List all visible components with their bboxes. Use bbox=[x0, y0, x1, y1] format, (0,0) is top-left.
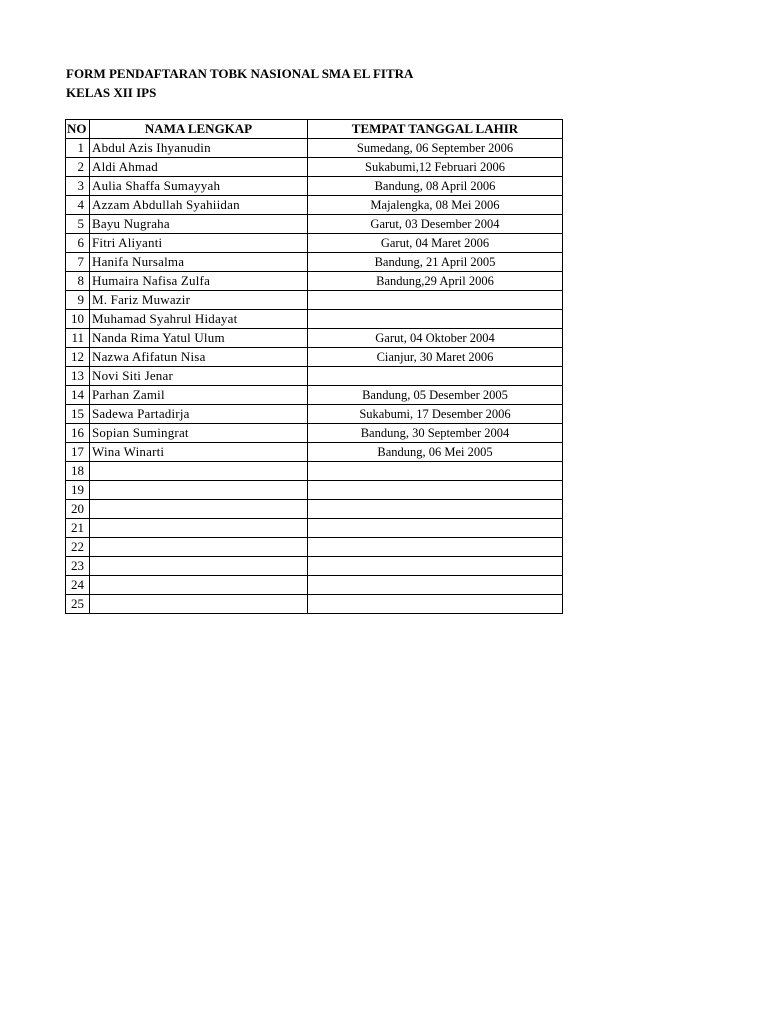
student-name bbox=[90, 595, 308, 614]
table-row bbox=[66, 386, 563, 405]
table-row bbox=[66, 234, 563, 253]
table-row bbox=[66, 272, 563, 291]
student-name: Novi Siti Jenar bbox=[90, 367, 308, 386]
birth-place-date: Sumedang, 06 September 2006 bbox=[308, 139, 563, 158]
row-number: 21 bbox=[66, 519, 90, 538]
table-row bbox=[66, 576, 563, 595]
birth-place-date: Bandung, 21 April 2005 bbox=[308, 253, 563, 272]
birth-place-date: Garut, 04 Oktober 2004 bbox=[308, 329, 563, 348]
birth-place-date: Bandung,29 April 2006 bbox=[308, 272, 563, 291]
row-number: 25 bbox=[66, 595, 90, 614]
birth-place-date: Sukabumi, 17 Desember 2006 bbox=[308, 405, 563, 424]
row-number: 13 bbox=[66, 367, 90, 386]
student-name bbox=[90, 462, 308, 481]
student-name: Nazwa Afifatun Nisa bbox=[90, 348, 308, 367]
table-row bbox=[66, 595, 563, 614]
registration-table bbox=[65, 119, 563, 614]
row-number: 12 bbox=[66, 348, 90, 367]
table-row bbox=[66, 557, 563, 576]
row-number: 14 bbox=[66, 386, 90, 405]
row-number: 20 bbox=[66, 500, 90, 519]
row-number: 10 bbox=[66, 310, 90, 329]
student-name bbox=[90, 500, 308, 519]
table-body bbox=[66, 139, 563, 614]
birth-place-date: Majalengka, 08 Mei 2006 bbox=[308, 196, 563, 215]
birth-place-date bbox=[308, 462, 563, 481]
student-name: Parhan Zamil bbox=[90, 386, 308, 405]
table-row bbox=[66, 215, 563, 234]
header-no: NO bbox=[66, 120, 90, 139]
student-name bbox=[90, 576, 308, 595]
row-number: 5 bbox=[66, 215, 90, 234]
class-subtitle: KELAS XII IPS bbox=[66, 85, 157, 100]
birth-place-date bbox=[308, 576, 563, 595]
table-row bbox=[66, 158, 563, 177]
birth-place-date bbox=[308, 595, 563, 614]
table-row bbox=[66, 405, 563, 424]
row-number: 9 bbox=[66, 291, 90, 310]
header-name: NAMA LENGKAP bbox=[90, 120, 308, 139]
row-number: 19 bbox=[66, 481, 90, 500]
row-number: 6 bbox=[66, 234, 90, 253]
student-name bbox=[90, 481, 308, 500]
row-number: 23 bbox=[66, 557, 90, 576]
row-number: 17 bbox=[66, 443, 90, 462]
table-row bbox=[66, 424, 563, 443]
birth-place-date: Garut, 04 Maret 2006 bbox=[308, 234, 563, 253]
table-row bbox=[66, 443, 563, 462]
row-number: 11 bbox=[66, 329, 90, 348]
birth-place-date: Bandung, 08 April 2006 bbox=[308, 177, 563, 196]
student-name: M. Fariz Muwazir bbox=[90, 291, 308, 310]
row-number: 18 bbox=[66, 462, 90, 481]
table-row bbox=[66, 481, 563, 500]
birth-place-date bbox=[308, 481, 563, 500]
table-row bbox=[66, 500, 563, 519]
student-name: Sadewa Partadirja bbox=[90, 405, 308, 424]
row-number: 22 bbox=[66, 538, 90, 557]
student-name: Muhamad Syahrul Hidayat bbox=[90, 310, 308, 329]
row-number: 8 bbox=[66, 272, 90, 291]
student-name bbox=[90, 538, 308, 557]
birth-place-date: Garut, 03 Desember 2004 bbox=[308, 215, 563, 234]
student-name: Wina Winarti bbox=[90, 443, 308, 462]
birth-place-date bbox=[308, 538, 563, 557]
student-name: Humaira Nafisa Zulfa bbox=[90, 272, 308, 291]
table-row bbox=[66, 329, 563, 348]
student-name: Sopian Sumingrat bbox=[90, 424, 308, 443]
birth-place-date: Bandung, 06 Mei 2005 bbox=[308, 443, 563, 462]
birth-place-date: Cianjur, 30 Maret 2006 bbox=[308, 348, 563, 367]
table-row bbox=[66, 462, 563, 481]
birth-place-date: Sukabumi,12 Februari 2006 bbox=[308, 158, 563, 177]
row-number: 3 bbox=[66, 177, 90, 196]
birth-place-date bbox=[308, 500, 563, 519]
birth-place-date: Bandung, 30 September 2004 bbox=[308, 424, 563, 443]
student-name bbox=[90, 519, 308, 538]
row-number: 24 bbox=[66, 576, 90, 595]
birth-place-date: Bandung, 05 Desember 2005 bbox=[308, 386, 563, 405]
header-birth-place-date: TEMPAT TANGGAL LAHIR bbox=[308, 120, 563, 139]
table-row bbox=[66, 310, 563, 329]
student-name: Nanda Rima Yatul Ulum bbox=[90, 329, 308, 348]
row-number: 16 bbox=[66, 424, 90, 443]
row-number: 1 bbox=[66, 139, 90, 158]
table-row bbox=[66, 348, 563, 367]
table-row bbox=[66, 177, 563, 196]
birth-place-date bbox=[308, 367, 563, 386]
row-number: 2 bbox=[66, 158, 90, 177]
student-name: Hanifa Nursalma bbox=[90, 253, 308, 272]
student-name: Fitri Aliyanti bbox=[90, 234, 308, 253]
birth-place-date bbox=[308, 519, 563, 538]
birth-place-date bbox=[308, 291, 563, 310]
student-name: Abdul Azis Ihyanudin bbox=[90, 139, 308, 158]
table-row bbox=[66, 519, 563, 538]
table-row bbox=[66, 139, 563, 158]
row-number: 15 bbox=[66, 405, 90, 424]
table-row bbox=[66, 253, 563, 272]
table-row bbox=[66, 538, 563, 557]
student-name: Azzam Abdullah Syahiidan bbox=[90, 196, 308, 215]
table-header-row bbox=[66, 120, 563, 139]
birth-place-date bbox=[308, 310, 563, 329]
student-name: Aulia Shaffa Sumayyah bbox=[90, 177, 308, 196]
table-row bbox=[66, 291, 563, 310]
form-title: FORM PENDAFTARAN TOBK NASIONAL SMA EL FITRA bbox=[66, 66, 414, 81]
row-number: 4 bbox=[66, 196, 90, 215]
table-row bbox=[66, 196, 563, 215]
student-name: Bayu Nugraha bbox=[90, 215, 308, 234]
row-number: 7 bbox=[66, 253, 90, 272]
student-name: Aldi Ahmad bbox=[90, 158, 308, 177]
student-name bbox=[90, 557, 308, 576]
table-row bbox=[66, 367, 563, 386]
birth-place-date bbox=[308, 557, 563, 576]
